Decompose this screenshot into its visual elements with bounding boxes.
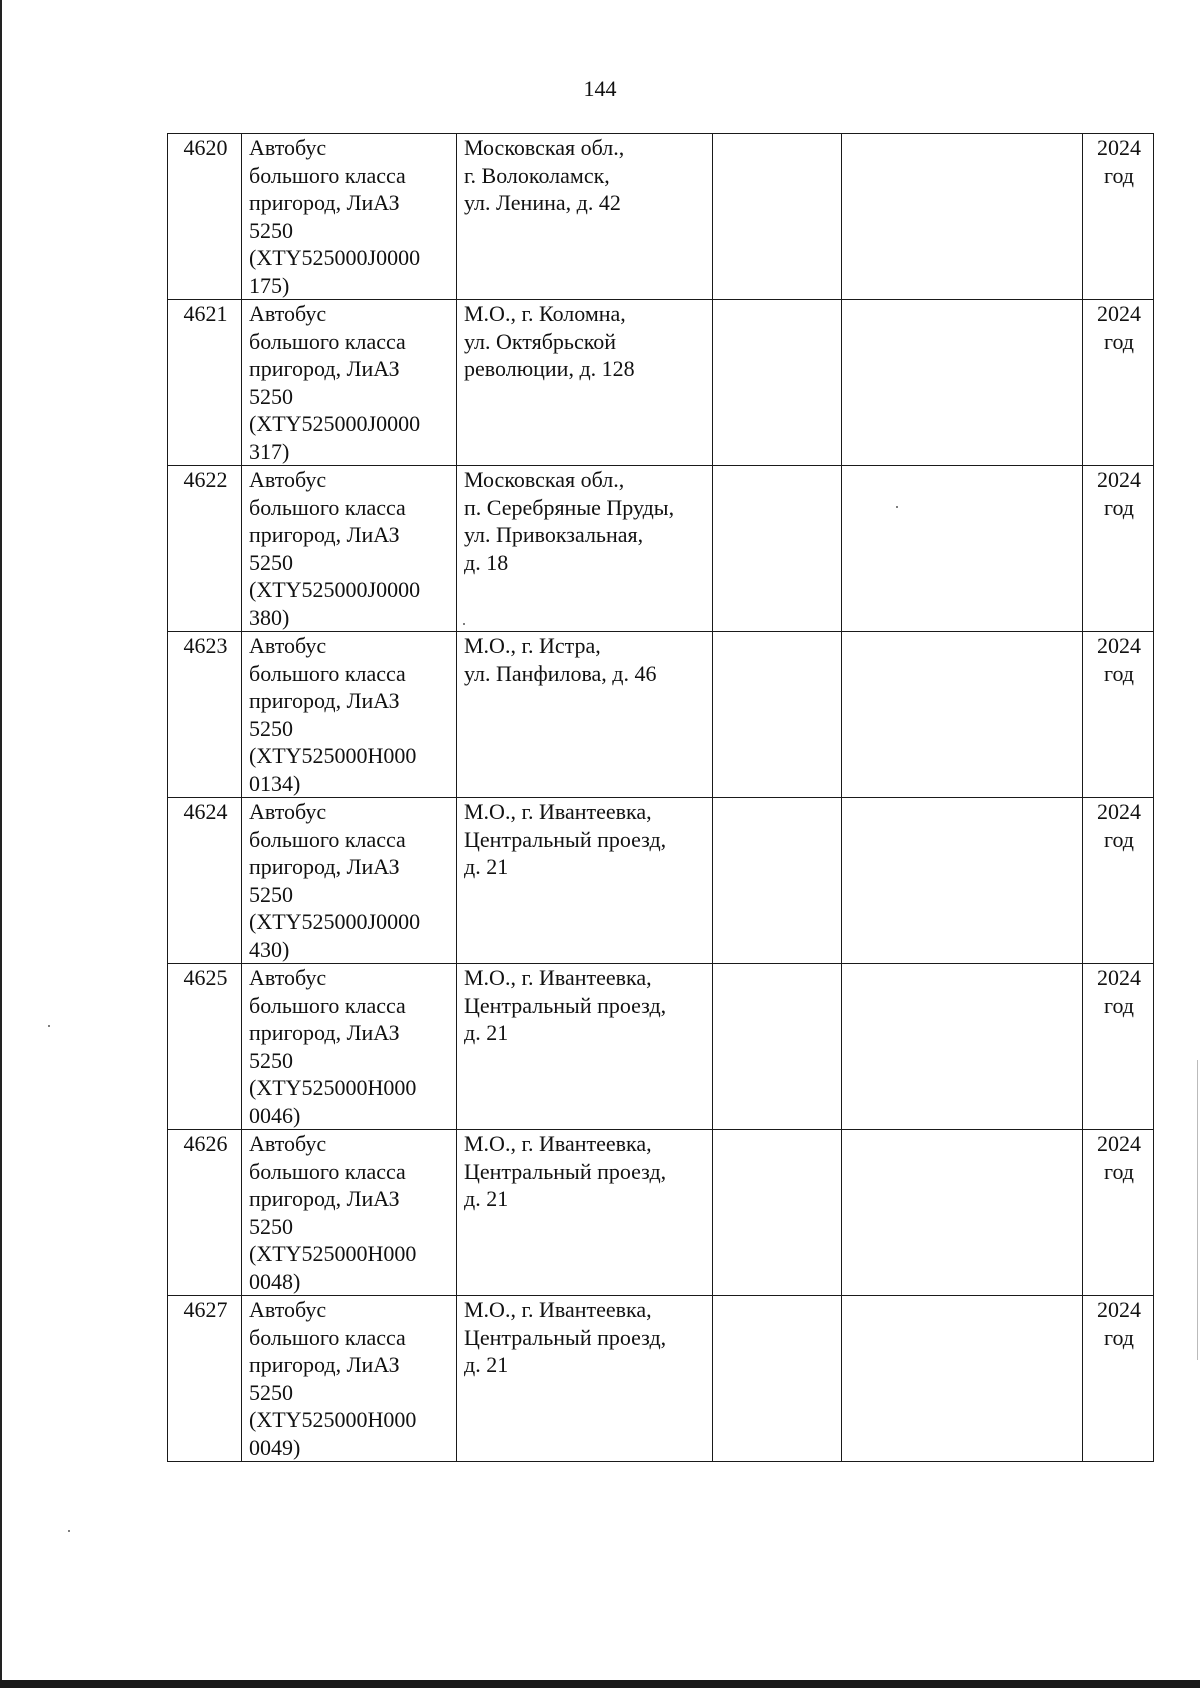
cell-number: 4626	[168, 1130, 242, 1296]
cell-line: Центральный проезд,	[464, 992, 667, 1018]
cell-line: М.О., г. Истра,	[464, 633, 601, 658]
cell-line: Автобус	[249, 633, 327, 658]
table-row	[168, 798, 1154, 964]
cell-year	[1083, 134, 1154, 300]
cell-empty-col4	[713, 1296, 842, 1462]
cell-number: 4624	[168, 798, 242, 964]
cell-line: 0046)	[249, 1102, 301, 1128]
cell-line: 2024	[1097, 301, 1141, 326]
cell-line: Автобус	[249, 135, 327, 160]
cell-line: М.О., г. Ивантеевка,	[464, 799, 652, 824]
cell-line: пригород, ЛиАЗ	[249, 522, 400, 547]
cell-year	[1083, 466, 1154, 632]
cell-number: 4621	[168, 300, 242, 466]
cell-line: пригород, ЛиАЗ	[249, 190, 400, 215]
cell-address	[457, 798, 713, 964]
cell-line: пригород, ЛиАЗ	[249, 688, 400, 713]
cell-line: Центральный проезд,	[464, 1324, 667, 1350]
cell-line: 5250	[249, 1379, 293, 1405]
cell-empty-col5	[842, 1296, 1083, 1462]
cell-line: Автобус	[249, 1297, 327, 1322]
cell-number: 4622	[168, 466, 242, 632]
cell-line: 317)	[249, 438, 290, 464]
cell-line: Автобус	[249, 965, 327, 990]
cell-line: 430)	[249, 936, 290, 962]
scan-edge-left	[0, 0, 2, 1688]
cell-line: год	[1103, 1158, 1135, 1184]
cell-line: 5250	[249, 217, 293, 243]
cell-empty-col4	[713, 300, 842, 466]
cell-line: пригород, ЛиАЗ	[249, 854, 400, 879]
cell-line: пригород, ЛиАЗ	[249, 356, 400, 381]
cell-address	[457, 134, 713, 300]
cell-year	[1083, 798, 1154, 964]
cell-line: 0049)	[249, 1434, 301, 1460]
cell-line: год	[1103, 1324, 1135, 1350]
cell-line: 5250	[249, 715, 293, 741]
cell-line: 175)	[249, 272, 290, 298]
cell-vehicle-name	[242, 964, 457, 1130]
scan-edge-bottom	[0, 1680, 1200, 1688]
cell-line: большого класса	[249, 1158, 406, 1184]
cell-line: Центральный проезд,	[464, 1158, 667, 1184]
cell-line: (XTY525000H000	[249, 1075, 417, 1100]
cell-year	[1083, 1296, 1154, 1462]
table-row	[168, 1296, 1154, 1462]
cell-line: д. 21	[464, 1186, 509, 1211]
cell-line: (XTY525000H000	[249, 1407, 417, 1432]
cell-number: 4623	[168, 632, 242, 798]
cell-empty-col4	[713, 964, 842, 1130]
cell-line: год	[1103, 494, 1135, 520]
cell-line: Автобус	[249, 1131, 327, 1156]
table-row	[168, 1130, 1154, 1296]
cell-year	[1083, 300, 1154, 466]
cell-line: 0134)	[249, 770, 301, 796]
cell-line: Автобус	[249, 799, 327, 824]
cell-line: (XTY525000J0000	[249, 245, 421, 270]
cell-line: пригород, ЛиАЗ	[249, 1352, 400, 1377]
cell-line: Автобус	[249, 467, 327, 492]
cell-address	[457, 632, 713, 798]
cell-vehicle-name	[242, 134, 457, 300]
cell-vehicle-name	[242, 300, 457, 466]
cell-empty-col5	[842, 798, 1083, 964]
cell-line: Автобус	[249, 301, 327, 326]
cell-line: д. 18	[464, 549, 509, 575]
cell-empty-col5	[842, 632, 1083, 798]
cell-empty-col5	[842, 300, 1083, 466]
cell-line: год	[1103, 992, 1135, 1018]
cell-number: 4620	[168, 134, 242, 300]
cell-line: пригород, ЛиАЗ	[249, 1020, 400, 1045]
cell-line: 5250	[249, 549, 293, 575]
table-row	[168, 632, 1154, 798]
cell-line: большого класса	[249, 826, 406, 852]
cell-line: 5250	[249, 1047, 293, 1073]
cell-line: 5250	[249, 1213, 293, 1239]
cell-vehicle-name	[242, 632, 457, 798]
cell-line: (XTY525000H000	[249, 743, 417, 768]
cell-line: Московская обл.,	[464, 135, 625, 160]
cell-vehicle-name	[242, 466, 457, 632]
cell-vehicle-name	[242, 1130, 457, 1296]
cell-line: д. 21	[464, 1020, 509, 1045]
cell-empty-col5	[842, 964, 1083, 1130]
cell-line: большого класса	[249, 162, 406, 188]
table-row	[168, 466, 1154, 632]
cell-line: год	[1103, 162, 1135, 188]
scan-edge-right	[1197, 1060, 1198, 1360]
cell-line: 5250	[249, 881, 293, 907]
cell-empty-col5	[842, 1130, 1083, 1296]
cell-line: 2024	[1097, 1297, 1141, 1322]
cell-line: год	[1103, 660, 1135, 686]
cell-line: большого класса	[249, 328, 406, 354]
cell-vehicle-name	[242, 798, 457, 964]
cell-line: (XTY525000H000	[249, 1241, 417, 1266]
cell-line: п. Серебряные Пруды,	[464, 494, 675, 520]
cell-empty-col4	[713, 1130, 842, 1296]
table-row	[168, 300, 1154, 466]
cell-line: 2024	[1097, 135, 1141, 160]
cell-number: 4625	[168, 964, 242, 1130]
cell-empty-col5	[842, 134, 1083, 300]
page-number: 144	[583, 76, 617, 101]
cell-line: М.О., г. Ивантеевка,	[464, 1297, 652, 1322]
cell-address	[457, 300, 713, 466]
cell-line: (XTY525000J0000	[249, 577, 421, 602]
cell-line: г. Волоколамск,	[464, 162, 610, 188]
cell-line: М.О., г. Ивантеевка,	[464, 1131, 652, 1156]
cell-address	[457, 1296, 713, 1462]
cell-address	[457, 964, 713, 1130]
cell-address	[457, 1130, 713, 1296]
table-row	[168, 134, 1154, 300]
cell-vehicle-name	[242, 1296, 457, 1462]
cell-line: ул. Октябрьской	[464, 328, 617, 354]
cell-line: ул. Панфилова, д. 46	[464, 660, 657, 686]
cell-year	[1083, 1130, 1154, 1296]
cell-line: (XTY525000J0000	[249, 909, 421, 934]
cell-empty-col5	[842, 466, 1083, 632]
cell-line: 2024	[1097, 965, 1141, 990]
cell-empty-col4	[713, 466, 842, 632]
cell-line: д. 21	[464, 854, 509, 879]
cell-line: М.О., г. Коломна,	[464, 301, 626, 326]
cell-line: большого класса	[249, 660, 406, 686]
cell-line: 2024	[1097, 467, 1141, 492]
cell-line: революции, д. 128	[464, 356, 635, 381]
cell-empty-col4	[713, 798, 842, 964]
cell-line: М.О., г. Ивантеевка,	[464, 965, 652, 990]
cell-line: Центральный проезд,	[464, 826, 667, 852]
cell-line: год	[1103, 826, 1135, 852]
cell-year	[1083, 632, 1154, 798]
cell-line: год	[1103, 328, 1135, 354]
cell-line: Московская обл.,	[464, 467, 625, 492]
cell-line: большого класса	[249, 494, 406, 520]
cell-address	[457, 466, 713, 632]
cell-empty-col4	[713, 134, 842, 300]
cell-line: ул. Привокзальная,	[464, 522, 644, 547]
cell-line: д. 21	[464, 1352, 509, 1377]
cell-year	[1083, 964, 1154, 1130]
cell-line: 5250	[249, 383, 293, 409]
cell-line: ул. Ленина, д. 42	[464, 190, 621, 215]
cell-line: 0048)	[249, 1268, 301, 1294]
cell-line: 2024	[1097, 1131, 1141, 1156]
cell-line: 380)	[249, 604, 290, 630]
register-table	[167, 133, 1154, 1462]
scan-speck	[68, 1530, 70, 1532]
scan-speck	[48, 1025, 50, 1027]
cell-empty-col4	[713, 632, 842, 798]
cell-line: 2024	[1097, 633, 1141, 658]
table-row	[168, 964, 1154, 1130]
cell-line: большого класса	[249, 1324, 406, 1350]
cell-line: 2024	[1097, 799, 1141, 824]
register-table-body	[168, 134, 1154, 1462]
cell-line: пригород, ЛиАЗ	[249, 1186, 400, 1211]
cell-line: большого класса	[249, 992, 406, 1018]
cell-number: 4627	[168, 1296, 242, 1462]
cell-line: (XTY525000J0000	[249, 411, 421, 436]
